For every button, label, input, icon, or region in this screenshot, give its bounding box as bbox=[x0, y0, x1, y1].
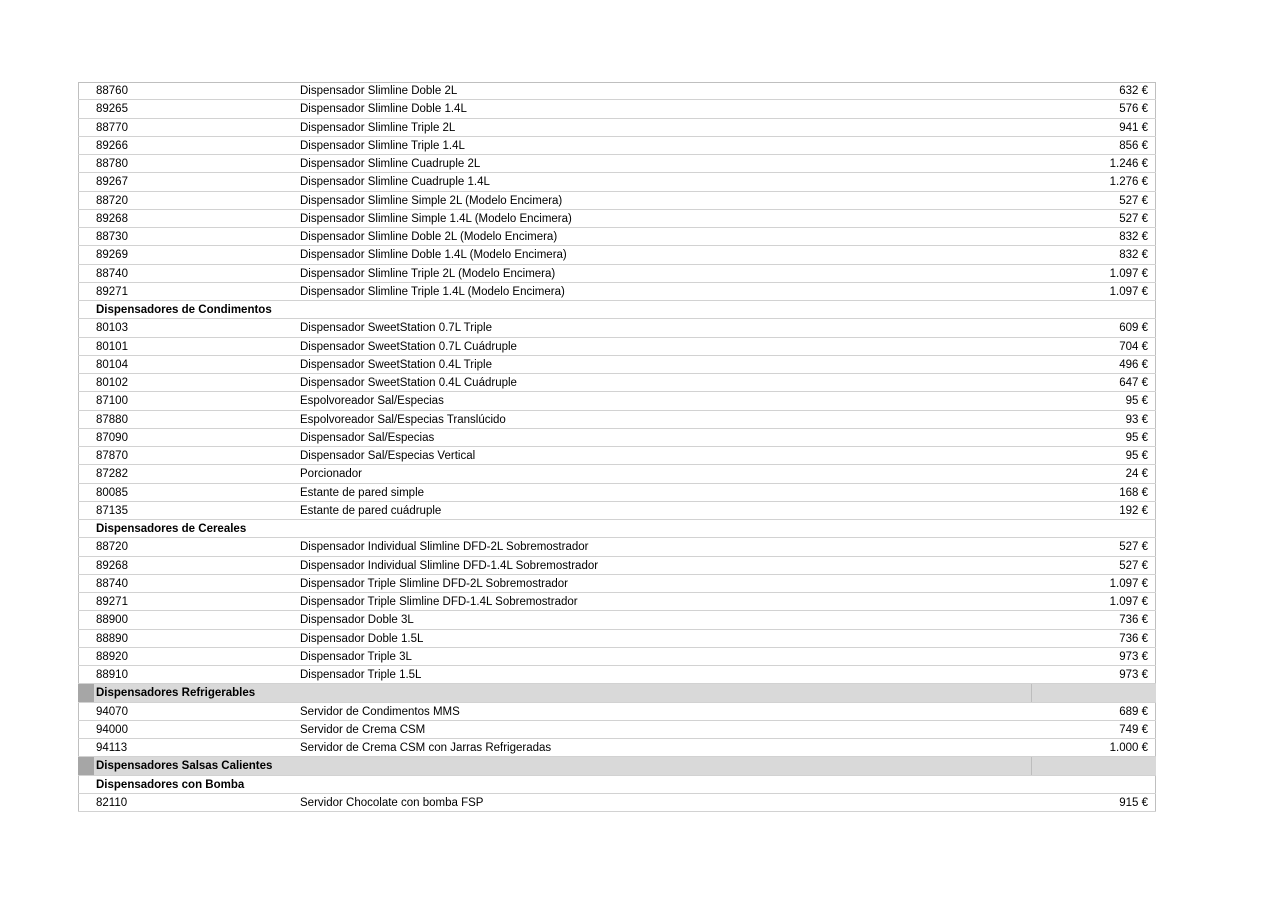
row-gutter bbox=[78, 429, 94, 446]
product-code: 94113 bbox=[96, 742, 128, 754]
product-price: 973 € bbox=[1119, 650, 1148, 663]
product-code: 88890 bbox=[96, 632, 128, 645]
product-code: 87282 bbox=[96, 468, 128, 481]
product-price: 832 € bbox=[1119, 231, 1148, 243]
product-description: Espolvoreador Sal/Especias bbox=[300, 395, 444, 408]
product-price: 95 € bbox=[1125, 395, 1148, 408]
table-row bbox=[78, 82, 1156, 100]
product-code: 87090 bbox=[96, 431, 128, 444]
table-row bbox=[78, 246, 1156, 264]
table-row bbox=[78, 538, 1156, 556]
row-gutter bbox=[78, 757, 94, 774]
product-code: 89268 bbox=[96, 212, 128, 225]
product-description: Dispensador Sal/Especias Vertical bbox=[300, 450, 476, 462]
row-gutter bbox=[78, 192, 94, 209]
product-code: 80085 bbox=[96, 486, 128, 499]
row-gutter bbox=[78, 684, 94, 701]
product-code: 88780 bbox=[96, 158, 128, 170]
product-price: 856 € bbox=[1119, 139, 1148, 152]
table-row bbox=[78, 557, 1156, 575]
row-gutter bbox=[78, 228, 94, 245]
product-price: 527 € bbox=[1119, 559, 1148, 572]
product-price: 915 € bbox=[1119, 796, 1148, 809]
row-gutter bbox=[78, 210, 94, 227]
product-description: Servidor de Condimentos MMS bbox=[300, 705, 460, 718]
product-price: 749 € bbox=[1119, 723, 1148, 736]
table-row bbox=[78, 447, 1156, 465]
row-gutter bbox=[78, 776, 94, 793]
product-price: 1.097 € bbox=[1109, 577, 1148, 590]
product-price: 973 € bbox=[1119, 669, 1148, 681]
product-code: 89269 bbox=[96, 249, 128, 262]
product-description: Espolvoreador Sal/Especias Translúcido bbox=[300, 413, 506, 426]
product-code: 88920 bbox=[96, 650, 128, 663]
section-header-row bbox=[78, 301, 1156, 319]
table-row bbox=[78, 392, 1156, 410]
row-gutter bbox=[78, 447, 94, 464]
row-gutter bbox=[78, 356, 94, 373]
product-price: 1.276 € bbox=[1109, 176, 1148, 189]
product-description: Dispensador Slimline Cuadruple 1.4L bbox=[300, 176, 490, 189]
product-price: 168 € bbox=[1119, 486, 1148, 499]
row-gutter bbox=[78, 630, 94, 647]
product-description: Estante de pared cuádruple bbox=[300, 504, 442, 517]
product-price: 527 € bbox=[1119, 212, 1148, 225]
product-price: 689 € bbox=[1119, 705, 1148, 718]
table-row bbox=[78, 593, 1156, 611]
row-gutter bbox=[78, 739, 94, 756]
table-row bbox=[78, 119, 1156, 137]
row-gutter bbox=[78, 392, 94, 409]
row-gutter bbox=[78, 411, 94, 428]
table-row bbox=[78, 703, 1156, 721]
product-description: Dispensador Slimline Simple 2L (Modelo Encimera) bbox=[300, 194, 563, 207]
product-description: Dispensador SweetStation 0.7L Cuádruple bbox=[300, 340, 517, 353]
table-row bbox=[78, 648, 1156, 666]
row-gutter bbox=[78, 794, 94, 811]
table-row bbox=[78, 338, 1156, 356]
product-code: 94070 bbox=[96, 705, 128, 718]
row-gutter bbox=[78, 119, 94, 136]
row-gutter bbox=[78, 611, 94, 628]
row-gutter bbox=[78, 374, 94, 391]
product-code: 89271 bbox=[96, 596, 128, 608]
product-code: 88760 bbox=[96, 85, 128, 97]
row-gutter bbox=[78, 593, 94, 610]
row-gutter bbox=[78, 557, 94, 574]
product-code: 80101 bbox=[96, 340, 128, 353]
product-price: 736 € bbox=[1119, 632, 1148, 645]
product-description: Dispensador Individual Slimline DFD-2L Sobremostrador bbox=[300, 541, 589, 554]
table-row bbox=[78, 137, 1156, 155]
product-price: 24 € bbox=[1125, 468, 1148, 481]
table-row bbox=[78, 100, 1156, 118]
product-description: Servidor de Crema CSM con Jarras Refrigeradas bbox=[300, 742, 552, 754]
row-gutter bbox=[78, 173, 94, 190]
product-code: 88910 bbox=[96, 669, 128, 681]
row-gutter bbox=[78, 538, 94, 555]
row-gutter bbox=[78, 100, 94, 117]
row-gutter bbox=[78, 502, 94, 519]
product-description: Dispensador SweetStation 0.4L Cuádruple bbox=[300, 377, 517, 389]
product-price: 527 € bbox=[1119, 194, 1148, 207]
section-header-row bbox=[78, 757, 1156, 775]
table-row bbox=[78, 666, 1156, 684]
row-gutter bbox=[78, 721, 94, 738]
table-row bbox=[78, 794, 1156, 812]
product-description: Dispensador Slimline Simple 1.4L (Modelo Encimera) bbox=[300, 212, 572, 225]
product-description: Dispensador Triple Slimline DFD-1.4L Sobremostrador bbox=[300, 596, 578, 608]
product-description: Dispensador Slimline Doble 2L (Modelo Encimera) bbox=[300, 231, 558, 243]
product-description: Dispensador Triple Slimline DFD-2L Sobremostrador bbox=[300, 577, 569, 590]
product-code: 87870 bbox=[96, 450, 128, 462]
product-price: 1.000 € bbox=[1109, 742, 1148, 754]
product-price: 95 € bbox=[1125, 431, 1148, 444]
row-gutter bbox=[78, 575, 94, 592]
section-header-row bbox=[78, 776, 1156, 794]
product-description: Dispensador Slimline Cuadruple 2L bbox=[300, 158, 481, 170]
product-price: 647 € bbox=[1119, 377, 1148, 389]
product-code: 88770 bbox=[96, 121, 128, 134]
product-price: 576 € bbox=[1119, 103, 1148, 116]
row-gutter bbox=[78, 155, 94, 172]
product-description: Dispensador SweetStation 0.4L Triple bbox=[300, 358, 492, 371]
product-code: 87880 bbox=[96, 413, 128, 426]
table-row bbox=[78, 411, 1156, 429]
product-price: 632 € bbox=[1119, 85, 1148, 97]
product-description: Dispensador Slimline Doble 2L bbox=[300, 85, 458, 97]
product-price: 704 € bbox=[1119, 340, 1148, 353]
product-description: Dispensador Slimline Triple 1.4L (Modelo Encimera) bbox=[300, 285, 565, 298]
table-row bbox=[78, 173, 1156, 191]
row-gutter bbox=[78, 703, 94, 720]
product-code: 89268 bbox=[96, 559, 128, 572]
section-header-row bbox=[78, 684, 1156, 702]
section-header-row bbox=[78, 520, 1156, 538]
product-price: 95 € bbox=[1125, 450, 1148, 462]
row-gutter bbox=[78, 246, 94, 263]
row-gutter bbox=[78, 465, 94, 482]
product-description: Dispensador Slimline Triple 1.4L bbox=[300, 139, 465, 152]
row-gutter bbox=[78, 666, 94, 683]
table-row bbox=[78, 155, 1156, 173]
product-code: 88740 bbox=[96, 267, 128, 280]
price-list-table bbox=[78, 82, 1156, 812]
product-price: 832 € bbox=[1119, 249, 1148, 262]
table-row bbox=[78, 630, 1156, 648]
row-gutter bbox=[78, 520, 94, 537]
table-row bbox=[78, 739, 1156, 757]
table-row bbox=[78, 721, 1156, 739]
row-gutter bbox=[78, 265, 94, 282]
product-code: 89267 bbox=[96, 176, 128, 189]
product-description: Dispensador Slimline Triple 2L (Modelo Encimera) bbox=[300, 267, 556, 280]
row-gutter bbox=[78, 338, 94, 355]
table-row bbox=[78, 192, 1156, 210]
product-code: 88900 bbox=[96, 614, 128, 627]
product-price: 192 € bbox=[1119, 504, 1148, 517]
product-description: Dispensador Slimline Triple 2L bbox=[300, 121, 456, 134]
table-row bbox=[78, 210, 1156, 228]
product-description: Estante de pared simple bbox=[300, 486, 425, 499]
section-title: Dispensadores de Cereales bbox=[96, 523, 247, 535]
product-price: 609 € bbox=[1119, 322, 1148, 335]
section-title: Dispensadores de Condimentos bbox=[96, 304, 272, 316]
product-code: 80104 bbox=[96, 358, 128, 371]
product-description: Dispensador SweetStation 0.7L Triple bbox=[300, 322, 492, 335]
price-column-divider bbox=[1031, 684, 1032, 701]
row-gutter bbox=[78, 301, 94, 318]
product-code: 94000 bbox=[96, 723, 128, 736]
product-price: 93 € bbox=[1125, 413, 1148, 426]
table-row bbox=[78, 356, 1156, 374]
product-price: 1.097 € bbox=[1109, 285, 1148, 298]
product-price: 941 € bbox=[1119, 121, 1148, 134]
product-description: Servidor de Crema CSM bbox=[300, 723, 426, 736]
table-row bbox=[78, 265, 1156, 283]
row-gutter bbox=[78, 283, 94, 300]
table-row bbox=[78, 575, 1156, 593]
section-title: Dispensadores Salsas Calientes bbox=[96, 760, 273, 773]
product-price: 1.097 € bbox=[1109, 596, 1148, 608]
product-price: 496 € bbox=[1119, 358, 1148, 371]
table-row bbox=[78, 502, 1156, 520]
product-code: 87100 bbox=[96, 395, 128, 408]
price-column-divider bbox=[1031, 757, 1032, 774]
product-description: Dispensador Doble 1.5L bbox=[300, 632, 424, 645]
row-gutter bbox=[78, 82, 94, 99]
product-code: 87135 bbox=[96, 504, 128, 517]
product-description: Dispensador Triple 3L bbox=[300, 650, 412, 663]
product-code: 80103 bbox=[96, 322, 128, 335]
product-description: Dispensador Sal/Especias bbox=[300, 431, 435, 444]
product-code: 89265 bbox=[96, 103, 128, 116]
table-row bbox=[78, 283, 1156, 301]
table-row bbox=[78, 611, 1156, 629]
product-code: 88720 bbox=[96, 541, 128, 554]
row-gutter bbox=[78, 137, 94, 154]
product-price: 527 € bbox=[1119, 541, 1148, 554]
product-description: Dispensador Slimline Doble 1.4L (Modelo Encimera) bbox=[300, 249, 567, 262]
row-gutter bbox=[78, 484, 94, 501]
table-row bbox=[78, 429, 1156, 447]
product-code: 82110 bbox=[96, 796, 128, 809]
product-description: Dispensador Slimline Doble 1.4L bbox=[300, 103, 467, 116]
product-description: Servidor Chocolate con bomba FSP bbox=[300, 796, 484, 809]
product-code: 88740 bbox=[96, 577, 128, 590]
product-price: 736 € bbox=[1119, 614, 1148, 627]
product-description: Dispensador Individual Slimline DFD-1.4L Sobremostrador bbox=[300, 559, 599, 572]
table-row bbox=[78, 374, 1156, 392]
table-row bbox=[78, 484, 1156, 502]
product-code: 80102 bbox=[96, 377, 128, 389]
product-description: Porcionador bbox=[300, 468, 363, 481]
table-row bbox=[78, 465, 1156, 483]
product-code: 88730 bbox=[96, 231, 128, 243]
section-title: Dispensadores con Bomba bbox=[96, 778, 245, 791]
table-row bbox=[78, 228, 1156, 246]
product-code: 89271 bbox=[96, 285, 128, 298]
product-description: Dispensador Doble 3L bbox=[300, 614, 414, 627]
product-price: 1.097 € bbox=[1109, 267, 1148, 280]
row-gutter bbox=[78, 648, 94, 665]
product-code: 88720 bbox=[96, 194, 128, 207]
row-gutter bbox=[78, 319, 94, 336]
section-title: Dispensadores Refrigerables bbox=[96, 687, 256, 700]
product-price: 1.246 € bbox=[1109, 158, 1148, 170]
product-description: Dispensador Triple 1.5L bbox=[300, 669, 422, 681]
product-code: 89266 bbox=[96, 139, 128, 152]
table-row bbox=[78, 319, 1156, 337]
